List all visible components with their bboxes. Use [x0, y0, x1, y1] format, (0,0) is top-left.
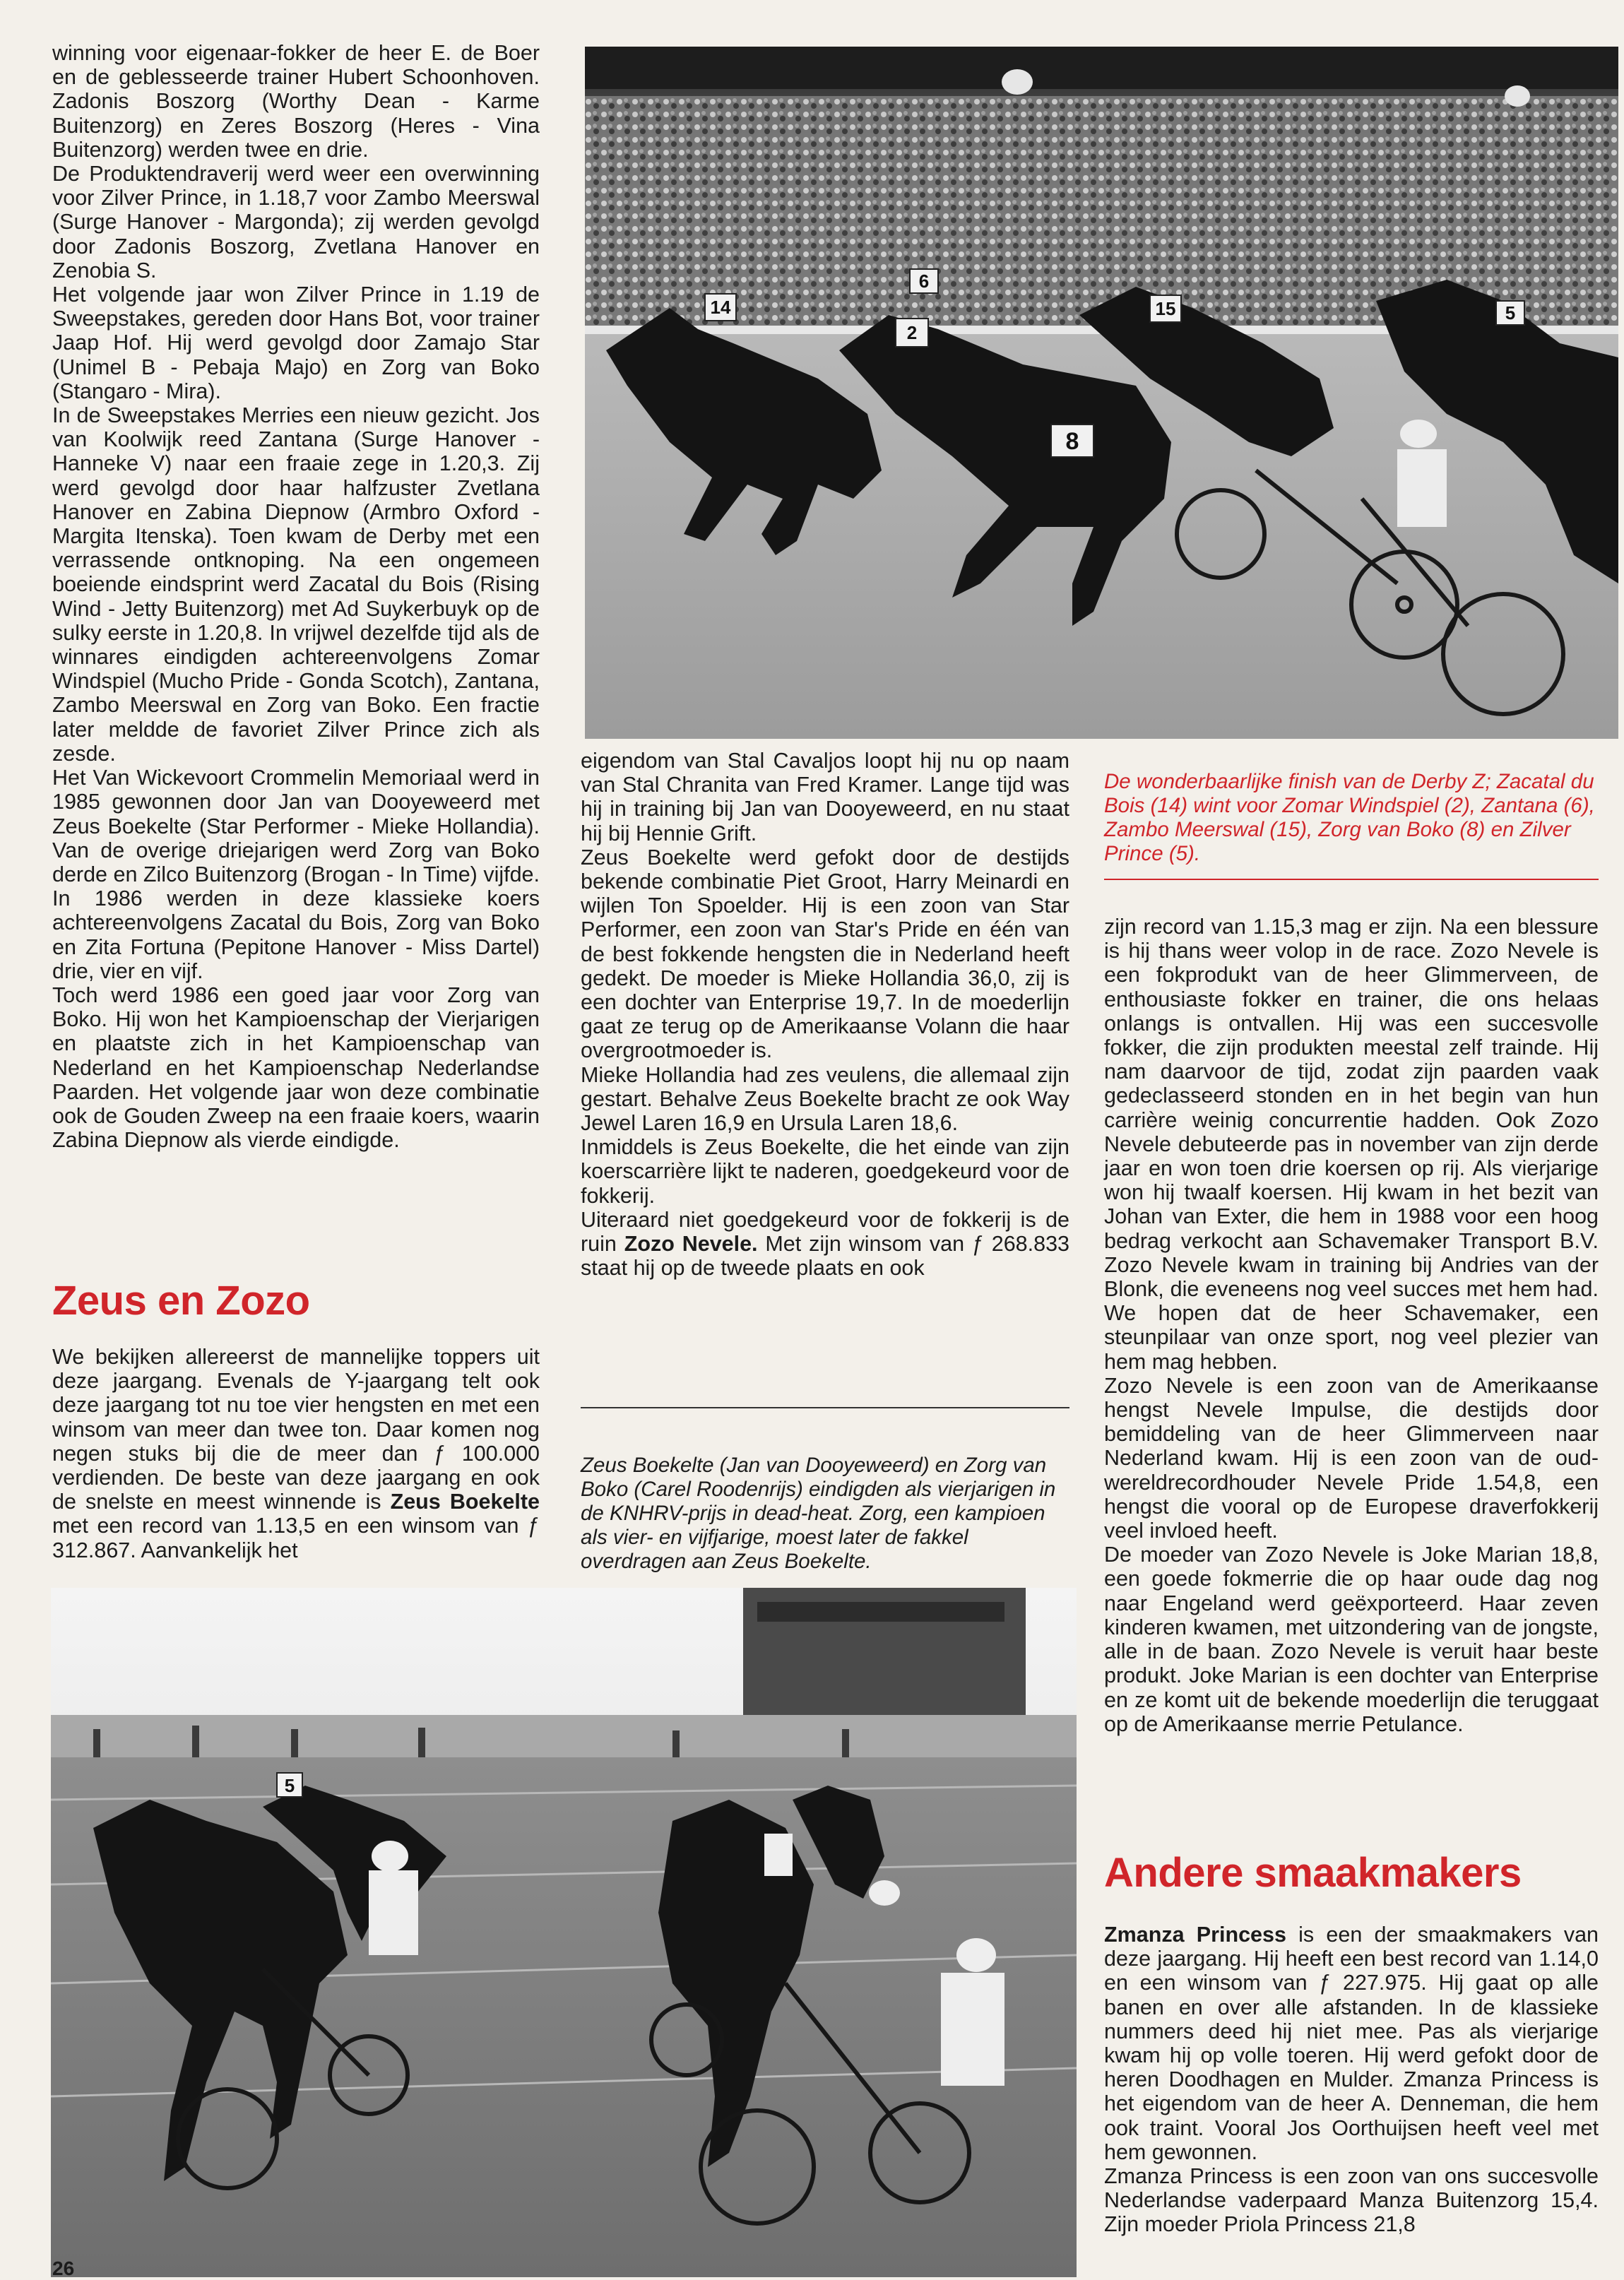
column-1: [52, 41, 540, 1152]
section-heading-andere-smaakmakers: Andere smaakmakers: [1104, 1850, 1522, 1896]
section-heading-zeus-en-zozo: Zeus en Zozo: [52, 1278, 310, 1324]
text-run: Met zijn winsom van ƒ 268.833 staat hij op de tweede plaats en ook: [581, 1232, 1069, 1281]
text-run: We bekijken allereerst de mannelijke toppers uit deze jaargang. Evenals de Y-jaargang telt ook deze jaargang tot nu toe vier hengsten en met een winsom van meer dan twee ton. Daar komen nog negen stuks bij die de meer dan ƒ 100.000 verdienden. De beste van deze jaargang en ook de snelste en meest winnende is: [52, 1345, 540, 1514]
column-1-continued: [52, 1345, 540, 1562]
page-number: 26: [52, 2257, 75, 2279]
horse-name-bold: Zeus Boekelte: [390, 1490, 540, 1514]
horse-name-bold: Zmanza Princess: [1104, 1923, 1286, 1947]
derby-finish-photo: [585, 47, 1618, 739]
article-text: eigendom van Stal Cavaljos loopt hij nu op naam van Stal Chranita van Fred Kramer. Lange tijd was hij in training bij Jan van Dooyeweerd, en nu staat hij bij Hennie Grift. Zeus Boekelte werd gefokt door de destijds bekende combinatie Piet Groot, Harry Meinardi en wijlen Ton Spoelder. Hij is een zoon van Star Performer, een zoon van Star's Pride en één van de best fokkende hengsten die in Nederland heeft gedekt. De moeder is Mieke Hollandia 36,0, zij is een dochter van Enterprise 19,7. In de moederlijn gaat ze terug op de Amerikaanse Volann die haar overgrootmoeder is. Mieke Hollandia had zes veulens, die allemaal zijn gestart. Behalve Zeus Boekelte bracht ze ook Way Jewel Laren 16,9 en Ursula Laren 18,6. Inmiddels is Zeus Boekelte, die het einde van zijn koerscarrière lijkt te naderen, goedgekeurd voor de fokkerij.: [581, 749, 1069, 1208]
caption-divider: [581, 1407, 1069, 1408]
column-3-continued: [1104, 1923, 1599, 2237]
horse-name-bold: Zozo Nevele.: [624, 1232, 758, 1257]
text-run: met een record van 1.13,5 en een winsom van ƒ 312.867. Aanvankelijk het: [52, 1514, 540, 1562]
saddlecloth-number: 8: [1065, 428, 1079, 455]
article-text: [52, 1345, 540, 1562]
article-text: [1104, 1923, 1599, 2237]
article-text: [581, 1208, 1069, 1281]
text-run: Uiteraard niet goedgekeurd voor de fokkerij is de ruin: [581, 1207, 1069, 1257]
saddlecloth-number: 5: [1505, 302, 1516, 323]
saddlecloth-number: 14: [710, 297, 731, 318]
caption-divider: [1104, 879, 1599, 880]
article-text: winning voor eigenaar-fokker de heer E. de Boer en de geblesseerde trainer Hubert Schoonhoven. Zadonis Boszorg (Worthy Dean - Karme Buitenzorg) en Zeres Boszorg (Heres - Vina Buitenzorg) werden twee en drie. De Produktendraverij werd weer een overwinning voor Zilver Prince, in 1.18,7 voor Zambo Meerswal (Surge Hanover - Margonda); zij werden gevolgd door Zadonis Boszorg, Zvetlana Hanover en Zenobia S. Het volgende jaar won Zilver Prince in 1.19 de Sweepstakes, gereden door Hans Bot, voor trainer Jaap Hof. Hij werd gevolgd door Zamajo Star (Unimel B - Pebaja Majo) en Zorg van Boko (Stangaro - Mira). In de Sweepstakes Merries een nieuw gezicht. Jos van Koolwijk reed Zantana (Surge Hanover - Hanneke V) naar een fraaie zege in 1.20,3. Zij werd gevolgd door haar halfzuster Zvetlana Hanover en Zabina Diepnow (Armbro Oxford - Margita Itenska). Toen kwam de Derby met een verrassende ontknoping. Na een ongemeen boeiende eindsprint werd Zacatal du Bois (Rising Wind - Jetty Buitenzorg) met Ad Suykerbuyk op de sulky eerste in 1.20,8. In vrijwel dezelfde tijd als de winnares eindigden achtereenvolgens Zomar Windspiel (Mucho Pride - Gonda Scotch), Zantana, Zambo Meerswal en Zorg van Boko. Een fractie later meldde de favoriet Zilver Prince zich als zesde. Het Van Wickevoort Crommelin Memoriaal werd in 1985 gewonnen door Jan van Dooyeweerd met Zeus Boekelte (Star Performer - Mieke Hollandia). Van de overige driejarigen werd Zorg van Boko derde en Zilco Buitenzorg (Brogan - In Time) vijfde. In 1986 werden in deze klassieke koers achtereenvolgens Zacatal du Bois, Zorg van Boko en Zita Fortuna (Pepitone Hanover - Miss Dartel) drie, vier en vijf. Toch werd 1986 een goed jaar voor Zorg van Boko. Hij won het Kampioenschap der Vierjarigen en plaatste zich in het Kampioenschap van Nederland en het Kampioenschap Nederlandse Paarden. Het volgende jaar won deze combinatie ook de Gouden Zweep na een fraaie koers, waarin Zabina Diepnow als vierde eindigde.: [52, 41, 540, 1153]
photo-caption-derby: De wonderbaarlijke finish van de Derby Z; Zacatal du Bois (14) wint voor Zomar Windspiel (2), Zantana (6), Zambo Meerswal (15), Zorg van Boko (8) en Zilver Prince (5).: [1104, 770, 1595, 865]
text-run: is een der smaakmakers van deze jaargang. Hij heeft een best record van 1.14,0 en een winsom van ƒ 227.975. Hij gaat op alle banen en over alle afstanden. In de klassieke nummers deed hij niet mee. Pas als vierjarige kwam hij op volle toeren. Hij werd gefokt door de heren Doodhagen en Mulder. Zmanza Princess is het eigendom van de heer A. Denneman, die hem ook traint. Vooral Jos Oorthuijsen heeft veel met hem gewonnen. Zmanza Princess is een zoon van ons succesvolle Nederlandse vaderpaard Manza Buitenzorg 15,4. Zijn moeder Priola Princess 21,8: [1104, 1923, 1599, 2237]
article-text: zijn record van 1.15,3 mag er zijn. Na een blessure is hij thans weer volop in de race. Zozo Nevele is een fokprodukt van de heer Glimmerveen, de enthousiaste fokker en trainer, die ons helaas onlangs is ontvallen. Hij was een succesvolle fokker, die zijn produkten meestal zelf trainde. Hij nam daarvoor de tijd, zodat zijn paarden vaak gedeclasseerd stonden en in het begin van hun carrière weinig concurrentie hadden. Ook Zozo Nevele debuteerde pas in november van zijn derde jaar en won toen drie koersen op rij. Als vierjarige won hij twaalf koersen. Hij kwam in het bezit van Johan van Exter, die hem in 1988 voor een hoog bedrag verkocht aan Schavemaker Transport B.V. Zozo Nevele kwam in training bij Andries van der Blonk, die eveneens nog veel succes met hem had. We hopen dat de heer Schavemaker, een steunpilaar van onze sport, nog veel plezier van hem mag hebben. Zozo Nevele is een zoon van de Amerikaanse hengst Nevele Impulse, die destijds door bemiddeling van de heer Glimmerveen naar Nederland kwam. Hij is een zoon van de oud-wereldrecordhouder Nevele Pride 1.54,8, een hengst die vooral op de Europese draverfokkerij veel invloed heeft. De moeder van Zozo Nevele is Joke Marian 18,8, een goede fokmerrie die op haar oude dag nog naar Engeland werd geëxporteerd. Haar zeven kinderen kwamen, met uitzondering van de jongste, alle in de baan. Zozo Nevele is veruit haar beste produkt. Joke Marian is een dochter van Enterprise en ze komt uit de bekende moederlijn die teruggaat op de Amerikaanse merrie Petulance.: [1104, 915, 1599, 1736]
saddlecloth-number: 15: [1155, 298, 1176, 319]
photo-caption-dead-heat: Zeus Boekelte (Jan van Dooyeweerd) en Zorg van Boko (Carel Roodenrijs) eindigden als vierjarigen in de KNHRV-prijs in dead-heat. Zorg, een kampioen als vier- en vijfjarige, moest later de fakkel overdragen aan Zeus Boekelte.: [581, 1454, 1056, 1573]
saddlecloth-number: 6: [918, 271, 930, 292]
column-2: [581, 749, 1069, 1280]
saddlecloth-number: 5: [284, 1775, 295, 1796]
saddlecloth-number: 2: [906, 322, 918, 343]
column-3: [1104, 915, 1599, 1736]
dead-heat-photo: [51, 1588, 1077, 2277]
